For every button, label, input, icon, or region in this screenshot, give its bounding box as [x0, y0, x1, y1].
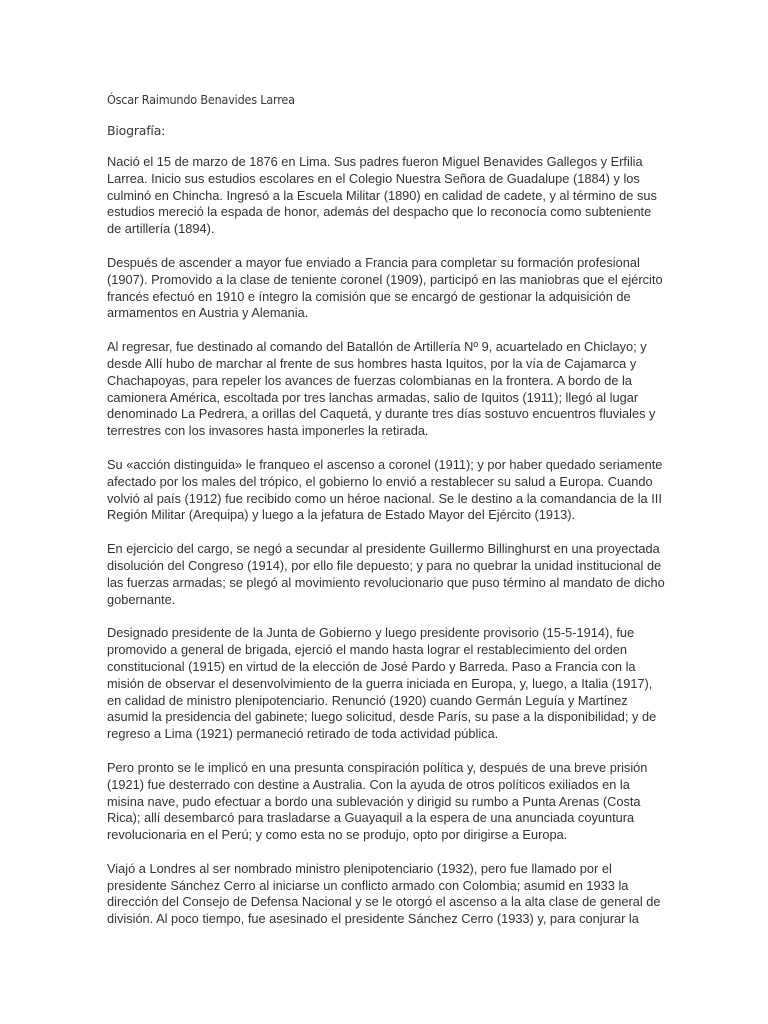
paragraph: Designado presidente de la Junta de Gobierno y luego presidente provisorio (15-5-1914), fue promovido a general de brigada, ejerció el mando hasta lograr el restablecimiento del orden constitucional (1915) en virtud de la elección de José Pardo y Barreda. Paso a Francia con la misión de observar el desenvolvimiento de la guerra iniciada en Europa, y, luego, a Italia (1917), en calidad de ministro plenipotenciario. Renunció (1920) cuando Germán Leguía y Martínez asumid la presidencia del gabinete; luego solicitud, desde París, su pase a la disponibilidad; y de regreso a Lima (1921) permaneció retirado de toda actividad pública.: [107, 625, 657, 742]
paragraph: En ejercicio del cargo, se negó a secundar al presidente Guillermo Billinghurst en una proyectada disolución del Congreso (1914), por ello file depuesto; y para no quebrar la unidad institucional de las fuerzas armadas; se plegó al movimiento revolucionario que puso término al mandato de dicho gobernante.: [107, 541, 665, 607]
biography-body: [107, 154, 667, 928]
paragraph: Nació el 15 de marzo de 1876 en Lima. Sus padres fueron Miguel Benavides Gallegos y Erfilia Larrea. Inicio sus estudios escolares en el Colegio Nuestra Señora de Guadalupe (1884) y los culminó en Chincha. Ingresó a la Escuela Militar (1890) en calidad de cadete, y al término de sus estudios mereció la espada de honor, además del despacho que lo reconocía como subteniente de artillería (1894).: [107, 154, 657, 237]
document-content: [107, 91, 667, 945]
paragraph: Después de ascender a mayor fue enviado a Francia para completar su formación profesional (1907). Promovido a la clase de teniente coronel (1909), participó en las maniobras que el ejército francés efectuó en 1910 e íntegro la comisión que se encargó de gestionar la adquisición de armamentos en Austria y Alemania.: [107, 254, 663, 321]
paragraph: Pero pronto se le implicó en una presunta conspiración política y, después de una breve prisión (1921) fue desterrado con destine a Australia. Con la ayuda de otros políticos exiliados en la misina nave, pudo efectuar a bordo una sublevación y dirigid su rumbo a Punta Arenas (Costa Rica); allí desembarcó para trasladarse a Guayaquil a la espera de una anunciada coyuntura revolucionaria en el Perú; y como esta no se produjo, opto por dirigirse a Europa.: [107, 759, 648, 843]
section-heading-biografia: Biografía:: [107, 123, 166, 138]
paragraph: Su «acción distinguida» le franqueo el ascenso a coronel (1911); y por haber quedado seriamente afectado por los males del trópico, el gobierno lo envió a restablecer su salud a Europa. Cuando volvió al país (1912) fue recibido como un héroe nacional. Se le destino a la comandancia de la III Región Militar (Arequipa) y luego a la jefatura de Estado Mayor del Ejército (1913).: [107, 456, 663, 523]
paragraph: Al regresar, fue destinado al comando del Batallón de Artillería Nº 9, acuartelado en Chiclayo; y desde Allí hubo de marchar al frente de sus hombres hasta Iquitos, por la vía de Cajamarca y Chachapoyas, para repeler los avances de fuerzas colombianas en la frontera. A bordo de la camionera América, escoltada por tres lanchas armadas, salio de Iquitos (1911); llegó al lugar denominado La Pedrera, a orillas del Caquetá, y durante tres días sostuvo encuentros fluviales y terrestres con los invasores hasta imponerles la retirada.: [107, 339, 656, 439]
paragraph: Viajó a Londres al ser nombrado ministro plenipotenciario (1932), pero fue llamado por el presidente Sánchez Cerro al iniciarse un conflicto armado con Colombia; asumid en 1933 la dirección del Consejo de Defensa Nacional y se le otorgó el ascenso a la alta clase de general de división. Al poco tiempo, fue asesinado el presidente Sánchez Cerro (1933) y, para conjurar la: [107, 860, 661, 927]
document-title: Óscar Raimundo Benavides Larrea: [107, 92, 295, 107]
